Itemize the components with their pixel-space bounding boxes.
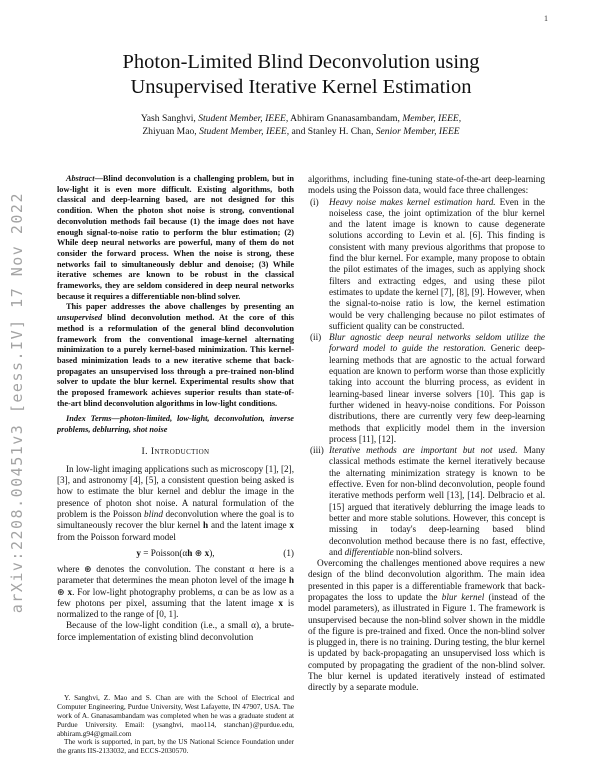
challenge-item-3-label: (iii)	[310, 445, 324, 456]
text-segment: x	[289, 520, 294, 531]
footnote-affiliation: Y. Sanghvi, Z. Mao and S. Chan are with the School of Electrical and Computer Engineering, Purdue University, West Lafayette, IN 47907, USA. The work of A. Gnanasambandam was completed when he was a graduate student at Purdue University. Email: {ysanghvi, mao114, stanchan}@purdue.edu, abhiram.g94@gmail.com	[57, 693, 294, 738]
text-segment: This paper addresses the above challenges by presenting an	[66, 302, 294, 312]
text-segment: Even in the noiseless case, the joint optimization of the blur kernel and the latent image is known to cause degenerate solutions according to Levin et al. [6]. This finding is consistent with many previous algorithms that propose to find the blur kernel. For example, many propose to obtain the pilot estimates of the images, such as applying shock filters and extracting edges, and using these pilot estimates to update the kernel [7], [8], [9]. However, when the signal-to-noise ratio is low, the kernel estimation would be very challenging because no pilot estimates of sufficient quality can be constructed.	[329, 196, 545, 331]
page-number: 1	[544, 14, 548, 23]
introduction-paragraph-1	[57, 464, 294, 543]
equation-body	[136, 548, 214, 559]
introduction-paragraph-2	[57, 564, 294, 620]
equation-1	[57, 548, 294, 559]
text-segment: non-blind solvers.	[393, 546, 463, 557]
text-segment: h	[187, 547, 193, 558]
author-line-2	[57, 126, 545, 139]
text-segment: Yash Sanghvi,	[140, 113, 199, 124]
text-segment: = Poisson(α	[140, 547, 188, 558]
text-segment: Overcoming the challenges mentioned above requires a new design of the blind deconvolution algorithm. The main idea presented in this paper is a differentiable framework that back-propagates the loss to update the	[308, 558, 545, 602]
challenge-item-2-text	[329, 332, 545, 445]
text-segment: Blur agnostic deep neural networks seldom utilize the forward model to guide the restoration.	[329, 332, 545, 354]
text-segment: blind	[144, 509, 163, 520]
text-segment: x	[67, 586, 73, 597]
introduction-paragraph-3	[57, 620, 294, 643]
challenge-item-1-text	[329, 197, 545, 333]
text-segment: Abstract	[66, 174, 95, 183]
index-terms: Index Terms—photon-limited, low-light, deconvolution, inverse problems, deblurring, shot noise	[57, 414, 294, 435]
text-segment: blur kernel	[441, 591, 485, 602]
equation-number: (1)	[283, 548, 294, 559]
text-segment: ),	[209, 547, 215, 558]
paper-title-line-1: Photon-Limited Blind Deconvolution using	[122, 51, 480, 73]
text-segment: Student Member, IEEE,	[198, 113, 289, 124]
section-heading-introduction: I. Introduction	[141, 445, 210, 457]
text-segment: Member, IEEE,	[402, 113, 462, 124]
text-segment: from the Poisson forward model	[57, 531, 176, 542]
text-segment: where ⊛ denotes the convolution. The constant α here is a parameter that determines the mean photon level of the image	[57, 563, 294, 586]
text-segment: and Stanley H. Chan,	[289, 125, 376, 137]
text-segment: Because of the low-light condition (i.e., a small α), a brute-force implementation of existing blind deconvolution	[57, 620, 294, 642]
challenge-item-1	[308, 197, 545, 333]
text-segment: —Blind deconvolution is a challenging problem, but in low-light it is even more difficult. Existing algorithms, both classical and deep-learning based, are not designed for this condition. When the photon shot noise is strong, conventional deconvolution methods fail because (1) the image does not have enough signal-to-noise ratio to perform the blur estimation; (2) While deep neural networks are powerful, many of them do not consider the forward process. When the noise is strong, these networks fail to simultaneously deblur and denoise; (3) While iterative schemes are known to be robust in the classical frameworks, they are seldom considered in deep neural networks because it requires a differentiable non-blind solver.	[57, 174, 294, 301]
text-segment: algorithms, including fine-tuning state-of-the-art deep-learning models using the Poisson data, would face three challenges:	[308, 174, 545, 196]
challenge-item-3-text	[329, 445, 545, 558]
abstract-paragraph-2	[57, 302, 294, 409]
text-segment: In low-light imaging applications such as microscopy [1], [2], [3], and astronomy [4], [5], a consistent question being asked is how to estimate the blur kernel and deblur the image in the presence of photon shot noise. A natural formulation of the problem is the Poisson	[57, 463, 294, 520]
challenge-item-2	[308, 332, 545, 445]
challenge-item-1-label: (i)	[310, 196, 319, 207]
author-footnote	[57, 690, 294, 756]
arxiv-watermark: arXiv:2208.00451v3 [eess.IV] 17 Nov 2022	[8, 192, 26, 614]
abstract-paragraph-1	[57, 174, 294, 302]
right-column	[308, 174, 545, 756]
text-segment: x	[278, 597, 284, 608]
text-segment: is normalized to the range of [0, 1].	[57, 597, 294, 620]
left-column	[57, 174, 294, 756]
paper-title-line-2: Unsupervised Iterative Kernel Estimation	[130, 76, 472, 98]
text-segment: Abhiram Gnanasambandam,	[288, 113, 403, 124]
text-segment: y	[136, 547, 141, 558]
text-segment: ⊛	[57, 586, 68, 597]
text-segment: Many classical methods estimate the kernel iteratively because the alternating minimization strategy is known to be effective. Even for non-blind deconvolution, people found iterative methods perform well [13], [14]. Delbracio et al. [15] argued that iteratively deblurring the image leads to better and more stable solutions. However, this concept is missing in today's deep-learning based blind deconvolution method because there is no fast, effective, and	[329, 445, 545, 557]
text-segment: Heavy noise makes kernel estimation hard.	[329, 196, 496, 207]
right-column-paragraph-1	[308, 174, 545, 197]
text-segment: h	[288, 575, 294, 586]
paper-content	[57, 0, 545, 756]
text-segment: . For low-light photography problems, α can be as low as a few photons per pixel, assuming that the latent image	[57, 586, 294, 608]
text-segment: Student Member, IEEE,	[199, 125, 290, 137]
text-segment: Iterative methods are important but not used.	[329, 445, 518, 456]
right-column-closing-paragraph	[308, 558, 545, 694]
text-segment: and the latent image	[208, 520, 290, 531]
text-segment: Zhiyuan Mao,	[142, 125, 200, 137]
text-segment: ⊛	[192, 547, 205, 558]
author-line-1	[57, 113, 545, 126]
text-segment: (instead of the model parameters), as illustrated in Figure 1. The framework is unsupervised because the non-blind solver shown in the middle of the figure is pre-trained and fixed. Once the non-blind solver is plugged in, there is no training. During testing, the blur kernel is updated by back-propagating an unsupervised loss which is computed by propagating the gradient of the non-blind solver. The blur kernel is updated iteratively instead of estimated directly by a separate module.	[308, 591, 545, 693]
two-column-body	[57, 174, 545, 756]
author-list	[57, 113, 545, 138]
footnote-funding: The work is supported, in part, by the US National Science Foundation under the grants IIS-2133032, and ECCS-2030570.	[57, 737, 294, 756]
text-segment: h	[203, 520, 209, 531]
text-segment: Senior Member, IEEE	[375, 125, 460, 137]
paper-title	[57, 50, 545, 100]
text-segment: x	[204, 547, 210, 558]
text-segment: Generic deep-learning methods that are agnostic to the actual forward equation are known to perform worse than those explicitly taking into account the blurring process, as evident in learning-based linear inverse solvers [10]. This gap is further widened in heavy-noise conditions. For Poisson distributions, there are currently very few deep-learning methods that explicitly model them in the inversion process [11], [12].	[329, 343, 545, 444]
text-segment: differentiable	[344, 546, 394, 557]
text-segment: deconvolution where the goal is to simultaneously recover the blur kernel	[57, 509, 294, 531]
challenge-item-3	[308, 445, 545, 558]
text-segment: blind deconvolution method. At the core of this method is a reformulation of the general blind deconvolution framework from the conventional image-kernel alternating minimization to a purely kernel-based minimization. This kernel-based minimization leads to a new iterative scheme that back-propagates an unsupervised loss through a pre-trained non-blind solver to update the blur kernel. Experimental results show that the proposed framework achieves superior results than state-of-the-art blind deconvolution algorithms in low-light conditions.	[57, 313, 294, 408]
text-segment: unsupervised	[57, 313, 103, 323]
challenge-item-2-label: (ii)	[310, 332, 322, 343]
